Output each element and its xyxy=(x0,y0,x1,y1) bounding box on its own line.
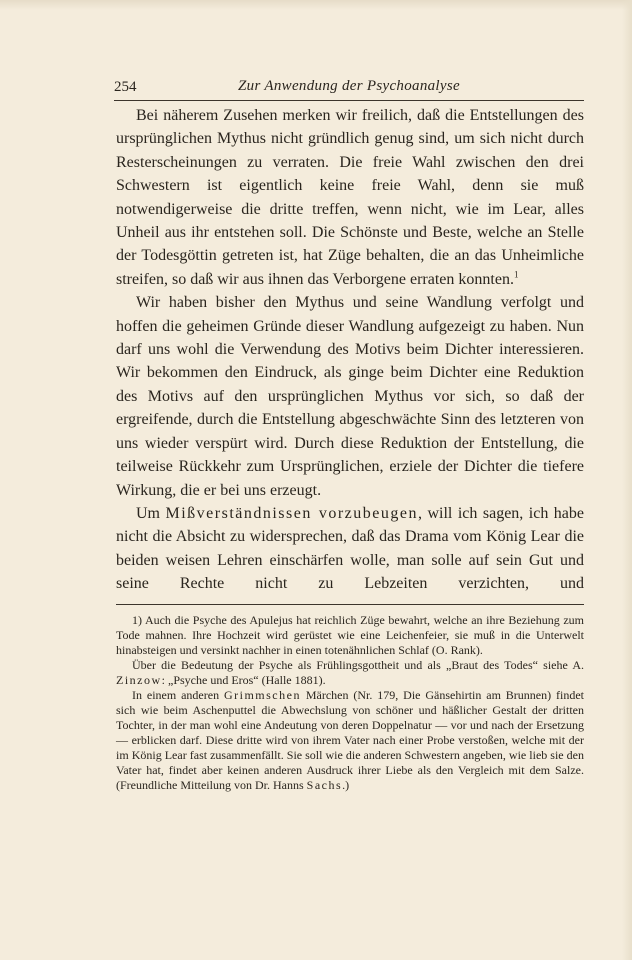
scan-shadow-top xyxy=(0,0,632,10)
paragraph-3 xyxy=(116,502,584,596)
footnote-2-text-b: : „Psyche und Eros“ (Halle 1881). xyxy=(161,673,326,687)
main-text xyxy=(116,104,584,596)
footnote-2-author: Zinzow xyxy=(116,673,162,687)
footnote-3-text-c: .) xyxy=(342,778,350,792)
running-title: Zur Anwendung der Psychoanalyse xyxy=(238,78,460,94)
footnote-marker: 1 xyxy=(513,269,519,280)
footnote-1: 1) Auch die Psyche des Apulejus hat reichlich Züge bewahrt, welche an ihre Beziehung zum Tode mahnen. Ihre Hochzeit wird gerüstet wie eine Leichenfeier, sie muß in die Unterwelt hinabsteigen und versinkt nachher in einen totenähnlichen Schlaf (O. Rank). xyxy=(116,613,584,657)
footnote-3 xyxy=(116,688,584,793)
paragraph-1 xyxy=(116,104,584,291)
page-number: 254 xyxy=(114,79,137,95)
running-head xyxy=(114,78,584,101)
paragraph-3-text: , will ich sagen, ich habe nicht die Absicht zu widersprechen, daß das Drama vom König Lear die beiden weisen Lehren einschärfen wolle, man solle auf sein Gut und seine Rechte nicht zu Lebzeiten verzichten, und xyxy=(116,504,585,593)
footnote-3-text-b: Märchen (Nr. 179, Die Gänsehirtin am Brunnen) findet sich wie beim Aschenputtel die Abwechslung von schöner und häßlicher Gestalt der dritten Tochter, in der man wohl eine Andeutung von deren Doppelnatur — vor und nach der Ersetzung — erblicken darf. Diese dritte wird von ihrem Vater nach einer Probe verstoßen, welche mit der im König Lear fast zusammenfällt. Sie soll wie die anderen Schwestern angeben, wie lieb sie den Vater hat, findet aber keinen anderen Ausdruck ihrer Liebe als den Vergleich mit dem Salze. (Freundliche Mitteilung von Dr. Hanns xyxy=(116,688,584,792)
spaced-emphasis: Mißverständnissen vorzubeugen xyxy=(165,504,418,522)
footnote-3-name-sachs: Sachs xyxy=(306,778,343,792)
scan-shadow-right xyxy=(622,0,632,960)
footnote-2 xyxy=(116,658,584,688)
footnote-2-text-a: Über die Bedeutung der Psyche als Frühlingsgottheit und als „Braut des Todes“ siehe A. xyxy=(132,658,584,672)
paragraph-3-start: Um xyxy=(136,504,160,522)
footnotes xyxy=(116,613,584,793)
paragraph-2: Wir haben bisher den Mythus und seine Wandlung verfolgt und hoffen die geheimen Gründe dieser Wandlung aufgezeigt zu haben. Nun darf uns wohl die Verwendung des Motivs beim Dichter interessieren. Wir bekommen den Eindruck, als ginge beim Dichter eine Reduktion des Motivs auf den ursprünglichen Mythus vor sich, so daß der ergreifende, durch die Entstellung abgeschwächte Sinn des letzteren von uns wieder verspürt wird. Durch diese Reduktion der Entstellung, die teilweise Rückkehr zum Ursprünglichen, erziele der Dichter die tiefere Wirkung, die er bei uns erzeugt. xyxy=(116,294,584,499)
paragraph-1-text: Bei näherem Zusehen merken wir freilich, daß die Entstellungen des ursprünglichen Mythus nicht gründlich genug sind, um sich nicht durch Resterscheinungen zu verraten. Die freie Wahl zwischen den drei Schwestern ist eigentlich keine freie Wahl, denn sie muß notwendigerweise die dritte treffen, wenn nicht, wie im Lear, alles Unheil aus ihr entstehen soll. Die Schönste und Beste, welche an Stelle der Todesgöttin getreten ist, hat Züge behalten, die an das Unheimliche streifen, so daß wir aus ihnen das Verborgene erraten konnten. xyxy=(116,107,584,288)
footnote-3-name-grimm: Grimmschen xyxy=(223,688,301,702)
footnote-3-text-a: In einem anderen xyxy=(132,688,220,702)
footnote-divider xyxy=(116,604,584,605)
